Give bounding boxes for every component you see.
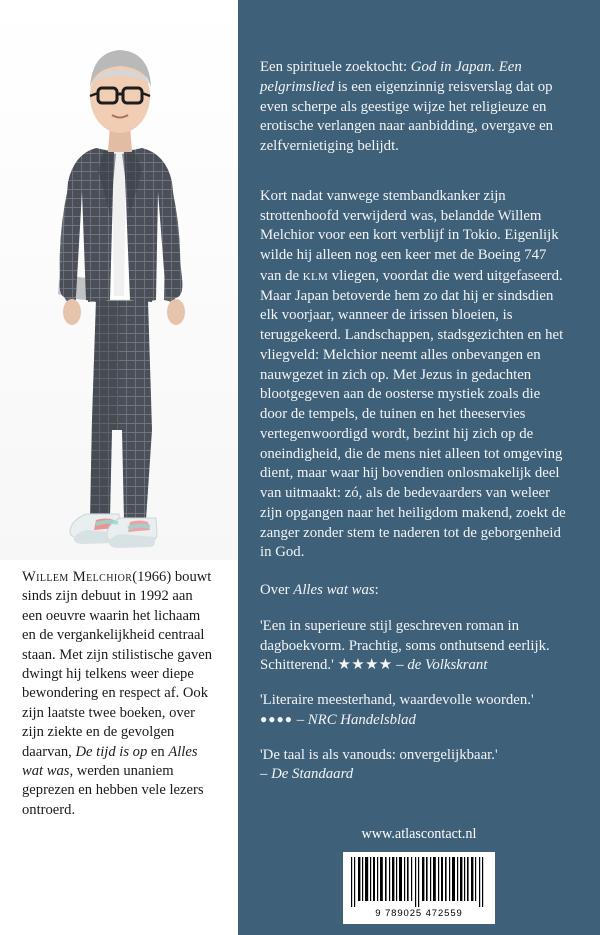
blurb-p1-rest: is een eigenzinnig reisverslag dat op even scherpe als geestige wijze het religieuze en erotische verlangen naar aanbidding, overgave en zelfvernietiging belijdt. bbox=[260, 78, 554, 154]
author-bio-title-2: Alles wat was bbox=[22, 743, 198, 780]
review-source-prefix: – bbox=[260, 766, 272, 783]
reviews-heading bbox=[260, 581, 570, 601]
author-portrait-photo bbox=[0, 0, 238, 560]
review-rating-stars: ★★★★ bbox=[337, 657, 393, 674]
right-panel bbox=[238, 0, 600, 935]
review-quote: 'Een in superieure stijl geschreven roman in dagboekvorm. Prachtig, soms onthutsend eerlijk. Schitterend.' bbox=[260, 617, 550, 674]
barcode-number: 9 789025 472559 bbox=[375, 908, 463, 919]
reviews-heading-prefix: Over bbox=[260, 582, 294, 599]
blurb-p2-part2: vliegen, voordat die werd uitgefaseerd. Maar Japan betoverde hem zo dat hij er sindsdien elk voorjaar, wanneer de irissen bloeien, is teruggekeerd. Landschappen, stadsgezichten en het vliegveld: Melchior neemt alles onbevangen en nauwgezet in zich op. Met Jezus in gedachten blootgegeven aan de oosterse mystiek zoals die door de tempels, de tuinen en het theeservies vertegenwoordigd wordt, bezint hij zich op de oneindigheid, die de mens niet alleen tot omgeving dient, maar waar hij bovendien onlosmakelijk deel van uitmaakt: zó, als de bedevaarders van weleer zijn opgangen naar het heiligdom makend, zoekt de zanger zonder stem te naderen tot de geborgenheid in God. bbox=[260, 267, 566, 561]
review-source: NRC Handelsblad bbox=[307, 711, 416, 728]
review-source: De Standaard bbox=[271, 766, 354, 783]
blurb-paragraph-2 bbox=[260, 187, 570, 563]
paragraph-spacer bbox=[260, 173, 570, 187]
review-rating-dots: ●●●● bbox=[260, 711, 293, 726]
review-source-prefix: – bbox=[293, 711, 308, 728]
author-bio bbox=[22, 568, 214, 820]
review-source-prefix: – bbox=[392, 657, 408, 674]
author-bio-text-2: en bbox=[147, 743, 169, 760]
left-panel bbox=[0, 0, 238, 935]
author-bio-title-1: De tijd is op bbox=[75, 743, 148, 760]
author-name: Willem Melchior bbox=[22, 569, 133, 585]
reviews-heading-suffix: : bbox=[374, 582, 379, 599]
blurb-p1-title: God in Japan. Een pelgrimslied bbox=[260, 59, 522, 95]
author-bio-text-1: bouwt sinds zijn debuut in 1992 aan een oeuvre waarin het lichaam en de vergankelijkheid centraal staan. Met zijn stilistische gaven dwingt hij telkens weer diepe bewondering en respect af. Ook zijn laatste twee boeken, over zijn ziekte en de gevolgen daarvan, bbox=[22, 569, 213, 760]
review-item bbox=[260, 691, 570, 731]
barcode-bars bbox=[349, 857, 489, 907]
review-quote: 'De taal is als vanouds: onvergelijkbaar.' bbox=[260, 746, 498, 763]
author-portrait-illustration bbox=[0, 0, 238, 560]
blurb-text bbox=[260, 58, 570, 785]
review-source: de Volkskrant bbox=[407, 657, 488, 674]
publisher-website[interactable]: www.atlascontact.nl bbox=[361, 826, 477, 842]
review-item bbox=[260, 746, 570, 786]
blurb-paragraph-1 bbox=[260, 58, 570, 157]
barcode bbox=[343, 852, 495, 924]
review-item bbox=[260, 617, 570, 676]
blurb-p2-smallcaps-klm: klm bbox=[302, 266, 329, 284]
author-year: (1966) bbox=[132, 569, 172, 585]
reviews-heading-title: Alles wat was bbox=[293, 582, 375, 599]
blurb-p1-lead: Een spirituele zoektocht: bbox=[260, 59, 411, 75]
blurb-p2-part1: Kort nadat vanwege stembandkanker zijn strottenhoofd verwijderd was, belandde Willem Melchior voor een kort verblijf in Tokio. Eigenlijk wilde hij alleen nog een keer met de Boeing 747 van de bbox=[260, 187, 559, 284]
author-bio-text-3: , werden unaniem geprezen en hebben vele lezers ontroerd. bbox=[22, 763, 204, 818]
review-quote: 'Literaire meesterhand, waardevolle woorden.' bbox=[260, 692, 534, 709]
